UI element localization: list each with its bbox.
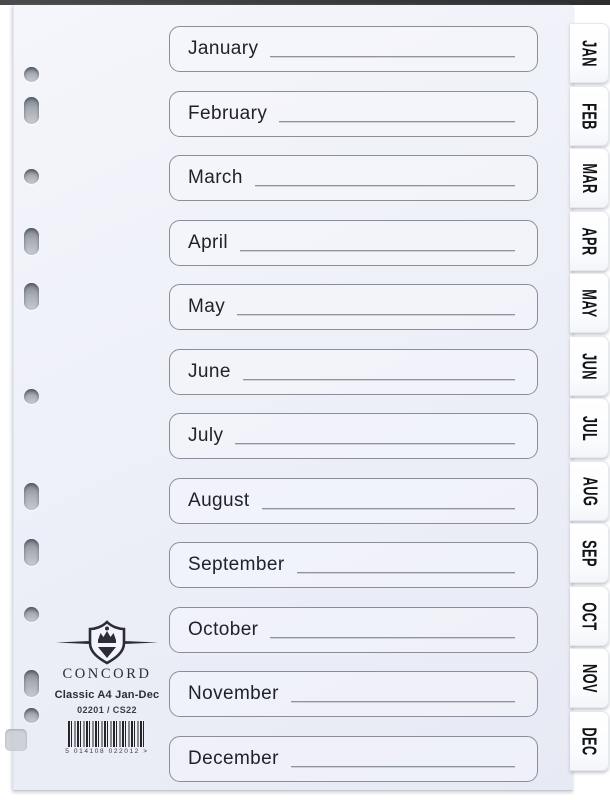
punch-hole-oblong — [24, 539, 39, 566]
tab-label: MAR — [577, 162, 601, 194]
month-box-january — [169, 26, 538, 72]
sheet-edge-notch — [5, 729, 27, 751]
tab-label: JAN — [577, 39, 601, 67]
tab-label: JUN — [577, 352, 601, 380]
tab-label: OCT — [577, 601, 601, 631]
barcode — [68, 721, 146, 747]
write-in-line — [279, 121, 515, 122]
punch-hole-oblong — [24, 483, 39, 510]
month-box-august — [169, 478, 538, 524]
month-box-may — [169, 284, 538, 330]
month-label: May — [188, 296, 226, 317]
month-box-september — [169, 542, 538, 588]
month-label: March — [188, 167, 243, 188]
write-in-line — [235, 443, 515, 444]
write-in-line — [240, 250, 515, 251]
product-title: Classic A4 Jan-Dec — [54, 689, 160, 701]
month-label: November — [188, 683, 279, 704]
tab-jan — [570, 23, 609, 83]
tab-label: MAY — [577, 288, 601, 318]
product-code: 02201 / CS22 — [77, 705, 137, 715]
write-in-line — [243, 379, 515, 380]
month-box-july — [169, 413, 538, 459]
month-box-november — [169, 671, 538, 717]
month-label: July — [188, 425, 224, 446]
write-in-line — [291, 701, 515, 702]
month-label: January — [188, 38, 259, 59]
tab-label: SEP — [577, 539, 601, 567]
tab-aug — [570, 461, 609, 521]
concord-crest-icon — [55, 620, 159, 665]
tab-label: NOV — [577, 663, 601, 693]
punch-hole-round — [24, 708, 39, 723]
barcode-digits: 5 014108 022012 > — [65, 748, 149, 755]
month-label: December — [188, 748, 279, 769]
tab-mar — [570, 148, 609, 208]
punch-hole-round — [24, 67, 39, 82]
tab-sep — [570, 523, 609, 583]
write-in-line — [262, 508, 515, 509]
punch-hole-oblong — [24, 228, 39, 255]
month-label: February — [188, 103, 268, 124]
month-box-october — [169, 607, 538, 653]
tab-may — [570, 273, 609, 333]
brand-name: CONCORD — [62, 666, 152, 682]
punch-hole-round — [24, 169, 39, 184]
punch-hole-round — [24, 389, 39, 404]
write-in-line — [237, 314, 515, 315]
month-label: August — [188, 490, 250, 511]
write-in-line — [291, 766, 515, 767]
tab-nov — [570, 648, 609, 708]
punch-hole-oblong — [24, 283, 39, 310]
tab-label: JUL — [577, 415, 601, 441]
tab-dec — [570, 711, 609, 771]
tab-feb — [570, 86, 609, 146]
tab-label: AUG — [577, 476, 601, 506]
punch-hole-round — [24, 607, 39, 622]
tab-oct — [570, 586, 609, 646]
write-in-line — [270, 637, 515, 638]
tab-jun — [570, 336, 609, 396]
month-box-june — [169, 349, 538, 395]
month-box-april — [169, 220, 538, 266]
tab-apr — [570, 211, 609, 271]
month-label: October — [188, 619, 259, 640]
tab-label: FEB — [577, 102, 601, 130]
write-in-line — [255, 185, 515, 186]
punch-hole-oblong — [24, 97, 39, 124]
month-box-march — [169, 155, 538, 201]
month-box-february — [169, 91, 538, 137]
write-in-line — [270, 56, 515, 57]
brand-block — [53, 620, 161, 755]
write-in-line — [297, 572, 515, 573]
tab-label: DEC — [577, 726, 601, 756]
month-label: June — [188, 361, 231, 382]
punch-hole-oblong — [24, 670, 39, 697]
month-box-december — [169, 736, 538, 782]
month-label: September — [188, 554, 285, 575]
month-label: April — [188, 232, 229, 253]
tab-label: APR — [577, 226, 601, 256]
tab-jul — [570, 398, 609, 458]
